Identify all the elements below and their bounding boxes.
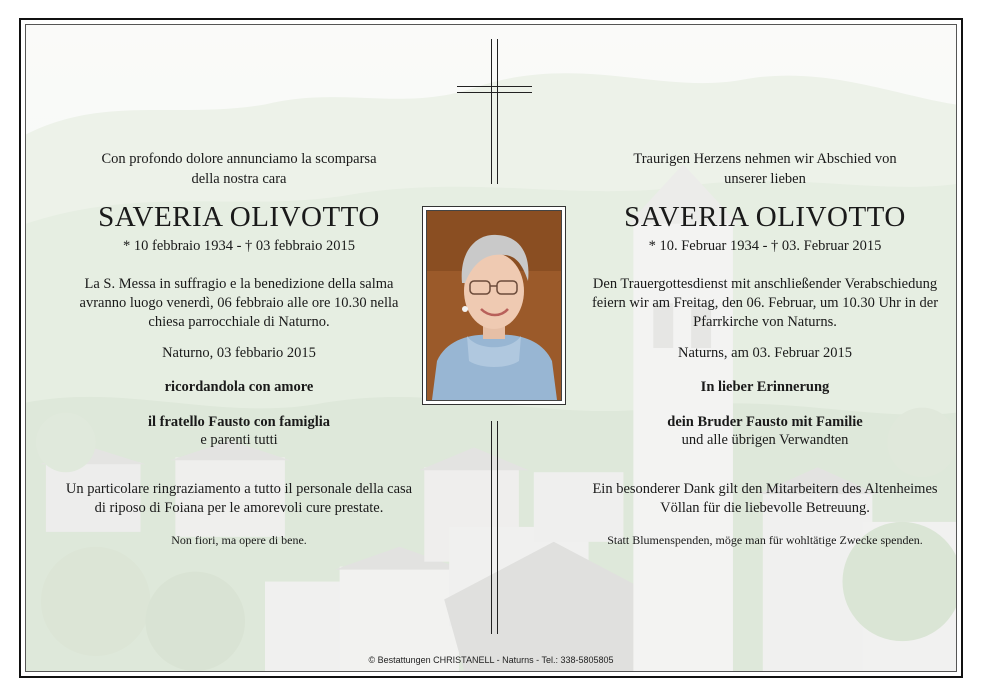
thanks-text [44,480,434,518]
thanks-line: Ein besonderer Dank gilt den Mitarbeitern des Altenheimes [592,481,938,497]
cross-icon [491,39,498,184]
mass-line: Pfarrkirche von Naturns. [693,314,837,330]
portrait-photo-frame [422,206,566,405]
divider-line [491,421,498,634]
mass-line: feiern wir am Freitag, den 06. Februar, um 10.30 Uhr in der [591,295,939,311]
flowers-note: Non fiori, ma opere di bene. [171,533,307,547]
thanks-text [570,480,957,518]
funeral-mass-text [44,275,434,332]
flowers-note: Statt Blumenspenden, möge man für wohltätige Zwecke spenden. [607,533,923,547]
mass-line: avranno luogo venerdì, 06 febbraio alle ore 10.30 nella [79,295,399,311]
mass-line: Den Trauergottesdienst mit anschließender Verabschiedung [592,276,938,292]
family-text [44,413,434,449]
mass-line: chiesa parrocchiale di Naturno. [148,314,330,330]
cross-bar-icon [457,86,532,93]
family-rest: und alle übrigen Verwandten [681,432,849,448]
family-main: dein Bruder Fausto mit Familie [667,414,863,430]
remembrance-text: In lieber Erinnerung [700,379,830,395]
life-dates: * 10. Februar 1934 - † 03. Februar 2015 [648,238,882,254]
remembrance-text: ricordandola con amore [164,379,314,395]
intro-line: unserer lieben [724,171,806,187]
intro-line: della nostra cara [191,171,287,187]
intro-text [44,149,434,189]
mass-line: La S. Messa in suffragio e la benedizione della salma [84,276,394,292]
funeral-mass-text [570,275,957,332]
portrait-photo [426,210,562,401]
intro-text [570,149,957,189]
family-text [570,413,957,449]
life-dates: * 10 febbraio 1934 - † 03 febbraio 2015 [123,238,355,254]
obituary-card [19,18,963,678]
place-date: Naturno, 03 febbario 2015 [162,345,316,361]
intro-line: Traurigen Herzens nehmen wir Abschied von [633,151,897,167]
thanks-line: Un particolare ringraziamento a tutto il personale della casa [65,481,413,497]
thanks-line: di riposo di Foiana per le amorevoli cure prestate. [94,500,384,516]
family-rest: e parenti tutti [200,432,278,448]
footer-copyright: © Bestattungen CHRISTANELL - Naturns - Tel.: 338-5805805 [368,655,614,665]
deceased-name: SAVERIA OLIVOTTO [98,201,380,233]
family-main: il fratello Fausto con famiglia [147,414,331,430]
place-date: Naturns, am 03. Februar 2015 [678,345,852,361]
inner-border [25,24,957,672]
thanks-line: Völlan für die liebevolle Betreuung. [660,500,870,516]
deceased-name: SAVERIA OLIVOTTO [624,201,906,233]
intro-line: Con profondo dolore annunciamo la scomparsa [101,151,377,167]
